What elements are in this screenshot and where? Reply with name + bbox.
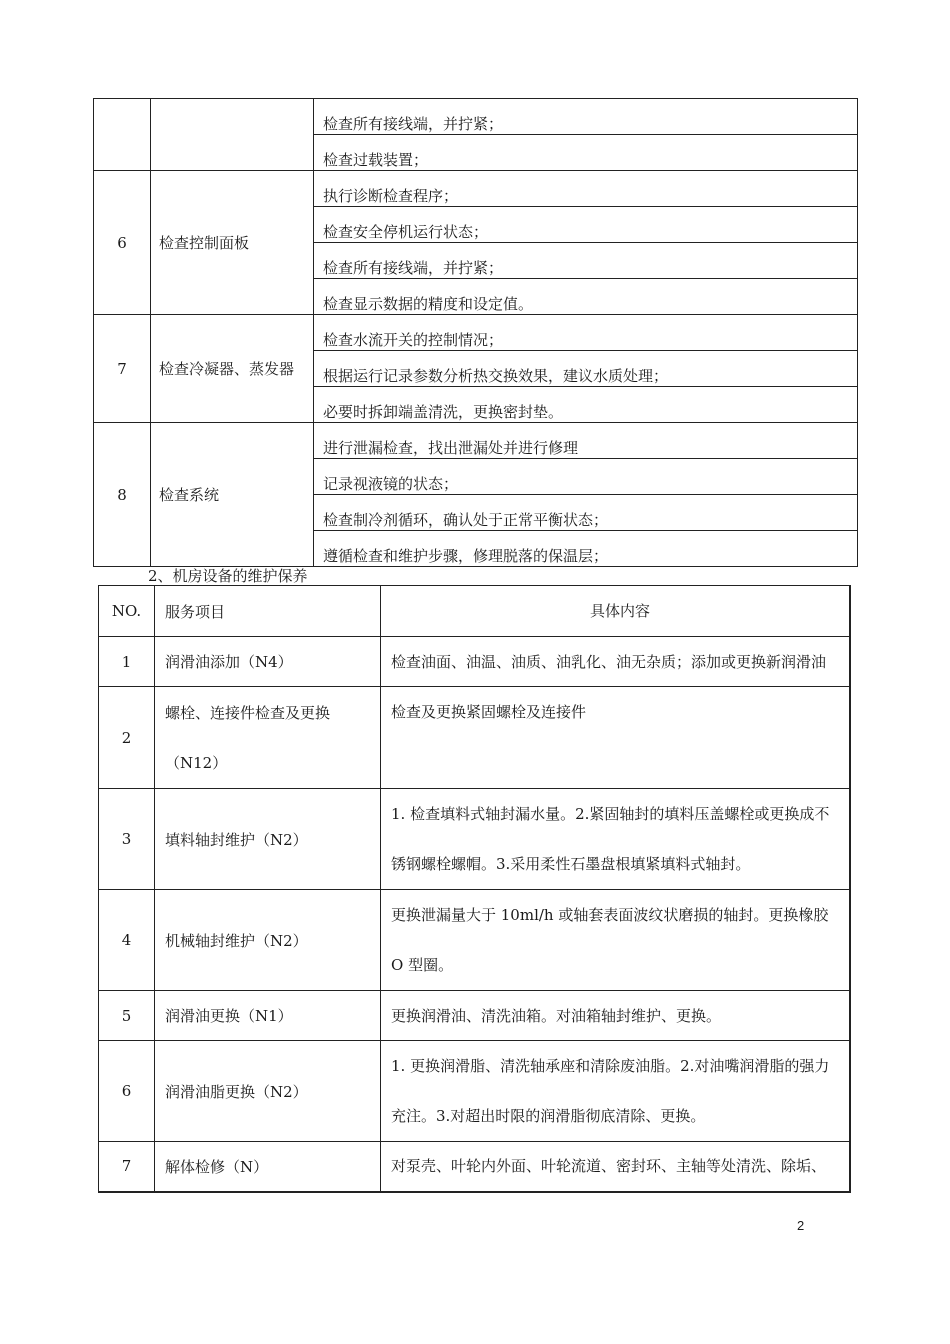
row-number	[94, 99, 151, 171]
row-content: 1. 检查填料式轴封漏水量。2.紧固轴封的填料压盖螺栓或更换成不锈钢螺栓螺帽。3.采用柔性石墨盘根填紧填料式轴封。	[381, 789, 851, 890]
row-item: 润滑油更换（N1）	[155, 991, 381, 1041]
table-row	[99, 637, 851, 687]
row-item-line: （N12）	[165, 753, 228, 772]
table-row	[99, 890, 851, 991]
page-number: 2	[797, 1218, 805, 1233]
task-cell: 根据运行记录参数分析热交换效果，建议水质处理；	[314, 351, 858, 387]
table-row	[99, 991, 851, 1041]
row-number: 1	[99, 637, 155, 687]
row-item: 检查控制面板	[151, 171, 314, 315]
task-cell: 进行泄漏检查，找出泄漏处并进行修理	[314, 423, 858, 459]
task-cell: 检查过载装置；	[314, 135, 858, 171]
maintenance-table-1	[93, 98, 858, 567]
task-cell: 遵循检查和维护步骤，修理脱落的保温层；	[314, 531, 858, 567]
row-item: 解体检修（N）	[155, 1142, 381, 1192]
row-item	[151, 99, 314, 171]
header-no: NO.	[99, 586, 155, 637]
task-cell: 检查水流开关的控制情况；	[314, 315, 858, 351]
row-content: 更换泄漏量大于 10ml/h 或轴套表面波纹状磨损的轴封。更换橡胶 O 型圈。	[381, 890, 851, 991]
table-row	[99, 687, 851, 789]
header-item: 服务项目	[155, 586, 381, 637]
row-content: 检查及更换紧固螺栓及连接件	[381, 687, 851, 789]
maintenance-table-2	[98, 585, 851, 1193]
row-item: 检查冷凝器、蒸发器	[151, 315, 314, 423]
task-cell: 检查所有接线端，并拧紧；	[314, 99, 858, 135]
row-item: 润滑油添加（N4）	[155, 637, 381, 687]
row-item	[155, 687, 381, 789]
row-number: 2	[99, 687, 155, 789]
task-cell: 检查安全停机运行状态；	[314, 207, 858, 243]
table-row	[99, 789, 851, 890]
row-number: 6	[99, 1041, 155, 1142]
row-item-line: 螺栓、连接件检查及更换	[165, 703, 331, 722]
header-content: 具体内容	[381, 586, 851, 637]
task-cell: 记录视液镜的状态；	[314, 459, 858, 495]
row-number: 3	[99, 789, 155, 890]
row-number: 5	[99, 991, 155, 1041]
row-content: 1. 更换润滑脂、清洗轴承座和清除废油脂。2.对油嘴润滑脂的强力充注。3.对超出时限的润滑脂彻底清除、更换。	[381, 1041, 851, 1142]
row-number: 7	[94, 315, 151, 423]
task-cell: 执行诊断检查程序；	[314, 171, 858, 207]
row-number: 4	[99, 890, 155, 991]
section-title: 2、机房设备的维护保养	[148, 567, 308, 585]
row-item: 填料轴封维护（N2）	[155, 789, 381, 890]
task-cell: 必要时拆卸端盖清洗，更换密封垫。	[314, 387, 858, 423]
table-row	[99, 1041, 851, 1142]
row-number: 7	[99, 1142, 155, 1192]
table-row	[99, 1142, 851, 1192]
task-cell: 检查所有接线端，并拧紧；	[314, 243, 858, 279]
row-item: 检查系统	[151, 423, 314, 567]
task-cell: 检查显示数据的精度和设定值。	[314, 279, 858, 315]
row-number: 8	[94, 423, 151, 567]
row-number: 6	[94, 171, 151, 315]
row-content: 更换润滑油、清洗油箱。对油箱轴封维护、更换。	[381, 991, 851, 1041]
row-item: 润滑油脂更换（N2）	[155, 1041, 381, 1142]
row-content: 对泵壳、叶轮内外面、叶轮流道、密封环、主轴等处清洗、除垢、	[381, 1142, 851, 1192]
row-content: 检查油面、油温、油质、油乳化、油无杂质；添加或更换新润滑油	[381, 637, 851, 687]
task-cell: 检查制冷剂循环，确认处于正常平衡状态；	[314, 495, 858, 531]
row-item: 机械轴封维护（N2）	[155, 890, 381, 991]
